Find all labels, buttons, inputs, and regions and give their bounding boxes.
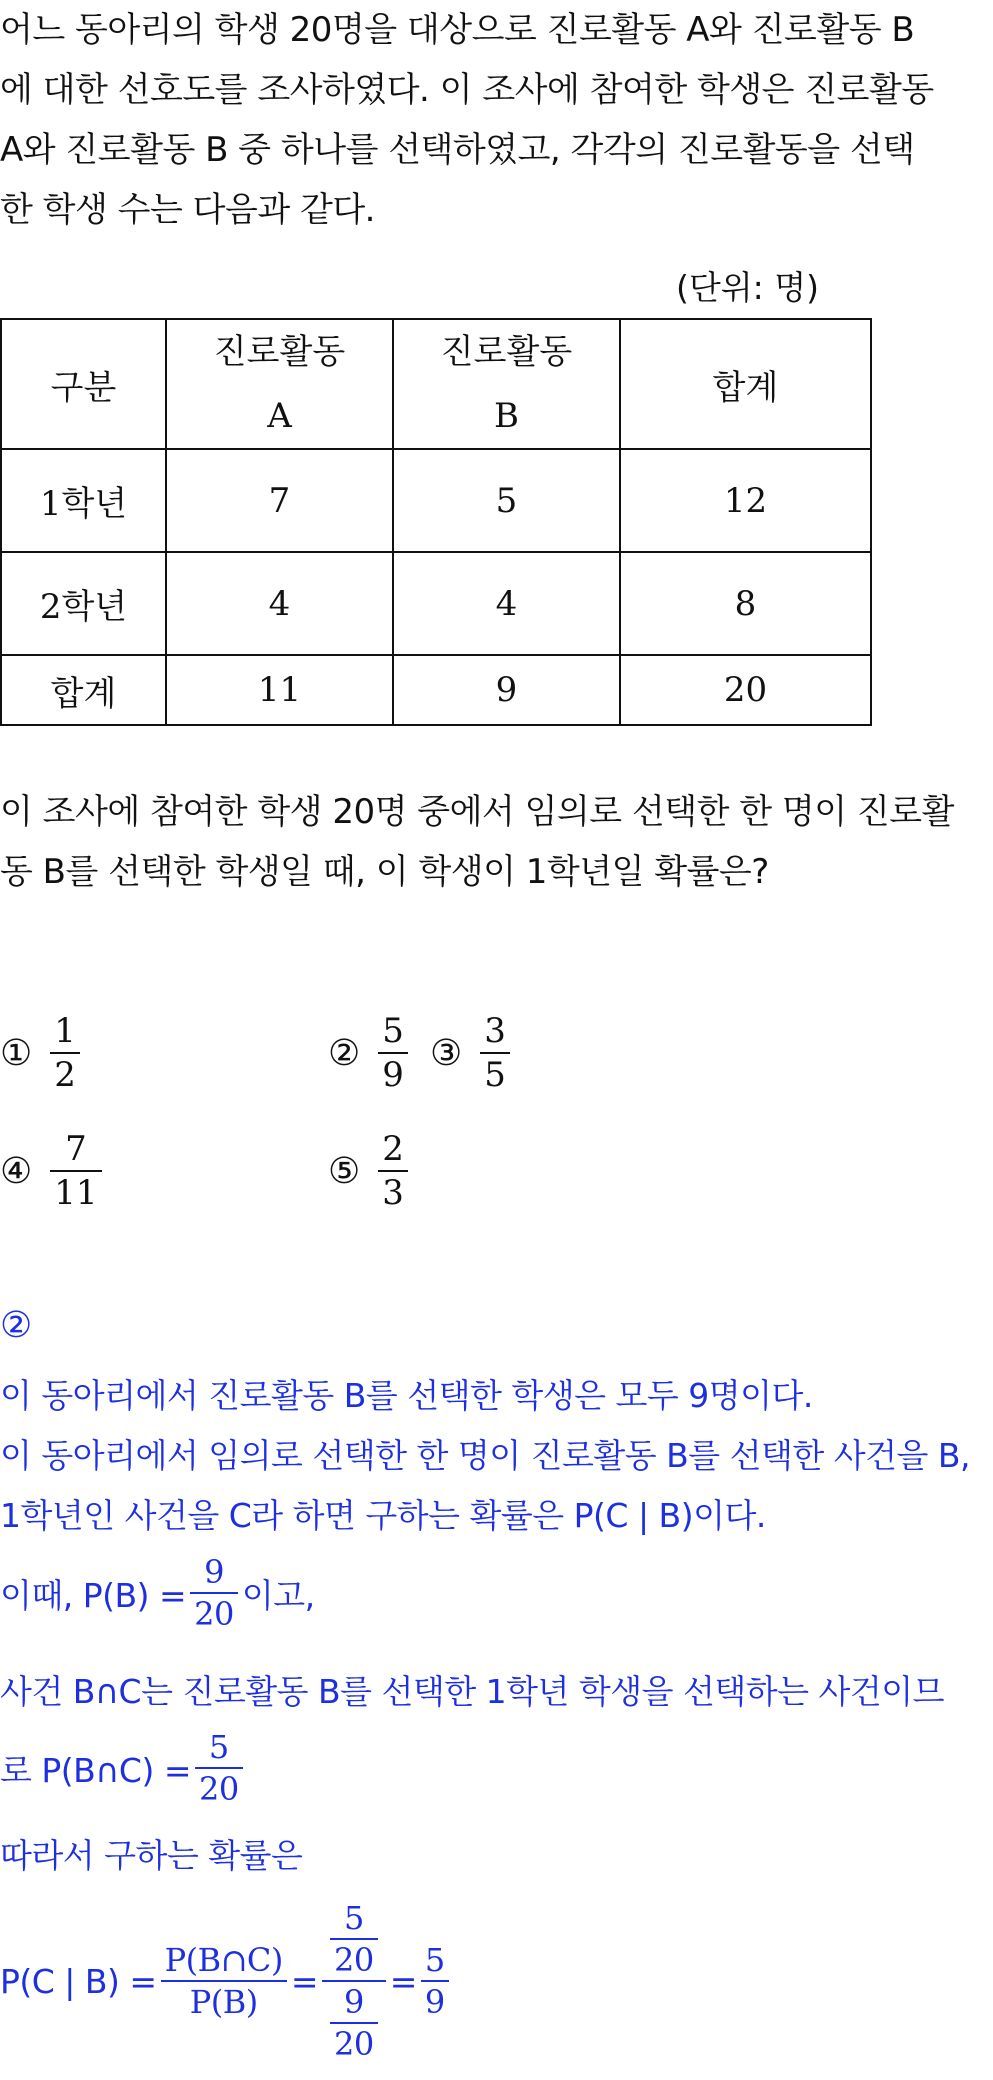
problem-line: A와 진로활동 B 중 하나를 선택하였고, 각각의 진로활동을 선택 xyxy=(0,130,915,170)
table-header-row xyxy=(1,319,871,449)
complex-fraction: $\frac{\frac{5}{20}}{\frac{9}{20}}$ xyxy=(322,1898,386,2064)
solution-line-3: 1학년인 사건을 C라 하면 구하는 확률은 P(C | B)이다. xyxy=(0,1496,766,1535)
question-text xyxy=(0,782,993,902)
table-cell: 합계 xyxy=(1,655,166,725)
table-cell: 9 xyxy=(393,655,620,725)
problem-line: 한 학생 수는 다음과 같다. xyxy=(0,190,375,230)
choice-2[interactable] xyxy=(328,1010,412,1096)
header-category: 구분 xyxy=(1,319,166,449)
choice-1[interactable] xyxy=(0,1010,84,1096)
solution-line-7: 따라서 구하는 확률은 xyxy=(0,1836,303,1875)
problem-line: 어느 동아리의 학생 20명을 대상으로 진로활동 A와 진로활동 B xyxy=(0,10,915,50)
table-cell: 7 xyxy=(166,449,393,552)
question-line: 동 B를 선택한 학생일 때, 이 학생이 1학년일 확률은? xyxy=(0,852,769,892)
choice-mark: ① xyxy=(0,1032,33,1074)
answer-mark: ② xyxy=(0,1305,32,1346)
table-row xyxy=(1,552,871,655)
choice-4[interactable] xyxy=(0,1128,106,1214)
table-cell: 4 xyxy=(393,552,620,655)
question-line: 이 조사에 참여한 학생 20명 중에서 임의로 선택한 한 명이 진로활 xyxy=(0,792,954,832)
table-cell: 4 xyxy=(166,552,393,655)
solution-line-1: 이 동아리에서 진로활동 B를 선택한 학생은 모두 9명이다. xyxy=(0,1376,813,1415)
table-cell: 5 xyxy=(393,449,620,552)
table-row xyxy=(1,655,871,725)
header-total: 합계 xyxy=(620,319,871,449)
solution-line-5: 사건 B∩C는 진로활동 B를 선택한 1학년 학생을 선택하는 사건이므 xyxy=(0,1672,944,1711)
table-cell: 12 xyxy=(620,449,871,552)
unit-label: (단위: 명) xyxy=(676,268,819,307)
choice-5[interactable] xyxy=(328,1128,412,1214)
fraction: $\frac{5}{20}$ xyxy=(195,1727,243,1809)
choice-mark: ④ xyxy=(0,1150,33,1192)
data-table xyxy=(0,318,872,726)
choice-fraction: $\frac{7}{11}$ xyxy=(50,1128,101,1214)
solution-line-2: 이 동아리에서 임의로 선택한 한 명이 진로활동 B를 선택한 사건을 B, xyxy=(0,1436,970,1475)
choice-fraction: $\frac{2}{3}$ xyxy=(378,1128,408,1214)
fraction: $\frac{P(B\cap C)}{P(B)}$ xyxy=(161,1940,287,2022)
choice-3[interactable] xyxy=(430,1010,514,1096)
table-cell: 11 xyxy=(166,655,393,725)
header-activity-b: 진로활동 B xyxy=(393,319,620,449)
table-cell: 2학년 xyxy=(1,552,166,655)
table-cell: 1학년 xyxy=(1,449,166,552)
table-cell: 8 xyxy=(620,552,871,655)
choice-mark: ② xyxy=(328,1032,361,1074)
choice-fraction: $\frac{5}{9}$ xyxy=(378,1010,408,1096)
solution-line-4: 이때, P(B) = $\frac{9}{20}$ 이고, xyxy=(0,1553,315,1633)
choice-mark: ⑤ xyxy=(328,1150,361,1192)
choice-fraction: $\frac{3}{5}$ xyxy=(480,1010,510,1096)
table-cell: 20 xyxy=(620,655,871,725)
solution-line-6: 로 P(B∩C) = $\frac{5}{20}$ xyxy=(0,1727,247,1809)
table-row xyxy=(1,449,871,552)
header-activity-a: 진로활동 A xyxy=(166,319,393,449)
fraction: $\frac{9}{20}$ xyxy=(190,1552,238,1634)
problem-text xyxy=(0,0,993,240)
final-equation: P(C | B) = $\frac{P(B\cap C)}{P(B)}$ = $\frac{\frac{5}{20}}{\frac{9}{20}}$ = $\frac{5}{9}$ xyxy=(0,1898,453,2064)
choice-mark: ③ xyxy=(430,1032,463,1074)
choice-fraction: $\frac{1}{2}$ xyxy=(50,1010,80,1096)
problem-line: 에 대한 선호도를 조사하였다. 이 조사에 참여한 학생은 진로활동 xyxy=(0,70,934,110)
fraction: $\frac{5}{9}$ xyxy=(421,1940,449,2022)
